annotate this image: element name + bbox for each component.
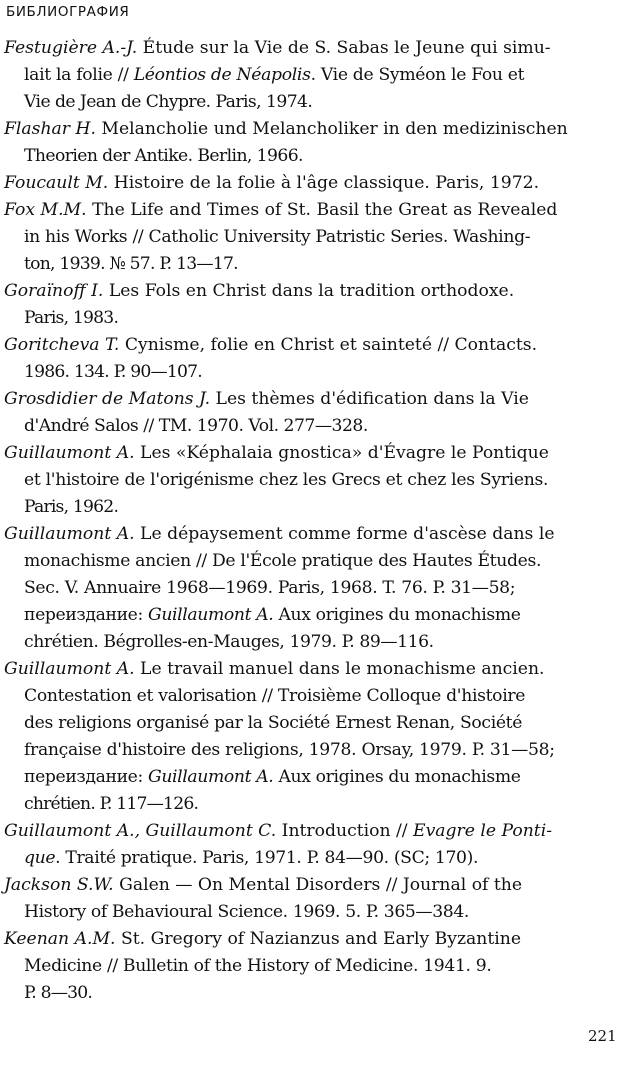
italic-segment: Guillaumont A.: [147, 605, 274, 625]
italic-segment: Guillaumont A.: [4, 524, 135, 544]
bibliography-entry: [4, 278, 618, 332]
italic-segment: Grosdidier de Matons J.: [4, 389, 211, 409]
running-header: БИБЛИОГРАФИЯ: [6, 4, 130, 20]
text-segment: Aux origines du monachisme: [273, 605, 521, 625]
bibliography-entry: [4, 35, 618, 116]
italic-segment: Fox M.M.: [4, 200, 87, 220]
text-segment: ton, 1939. № 57. P. 13—17.: [24, 254, 238, 274]
italic-segment: Guillaumont A.: [147, 767, 274, 787]
text-segment: Les thèmes d'édification dans la Vie: [210, 389, 529, 409]
text-segment: Cynisme, folie en Christ et sainteté // Contacts.: [119, 335, 538, 355]
text-segment: chrétien. Bégrolles-en-Mauges, 1979. P. 89—116.: [24, 632, 434, 652]
text-segment: Aux origines du monachisme: [273, 767, 521, 787]
italic-segment: Goraïnoff I.: [4, 281, 104, 301]
entry-line: [4, 89, 618, 116]
entry-line: [4, 791, 618, 818]
bibliography-entry: [4, 197, 618, 278]
entry-line: [4, 359, 618, 386]
text-segment: The Life and Times of St. Basil the Great as Revealed: [86, 200, 558, 220]
entry-line: [4, 818, 618, 845]
text-segment: Paris, 1962.: [24, 497, 119, 517]
text-segment: Medicine // Bulletin of the History of Medicine. 1941. 9.: [24, 956, 492, 976]
entry-line: [4, 494, 618, 521]
entry-line: [4, 251, 618, 278]
text-segment: . Traité pratique. Paris, 1971. P. 84—90. (SC; 170).: [55, 848, 479, 868]
bibliography-entry: [4, 332, 618, 386]
entry-line: [4, 764, 618, 791]
bibliography-entry: [4, 872, 618, 926]
text-segment: chrétien. P. 117—126.: [24, 794, 199, 814]
entry-line: [4, 332, 618, 359]
bibliography-entry: [4, 440, 618, 521]
entry-line: [4, 737, 618, 764]
entry-line: [4, 710, 618, 737]
entry-line: [4, 305, 618, 332]
bibliography-entry: [4, 818, 618, 872]
page-number: 221: [588, 1027, 617, 1045]
text-segment: Les «Képhalaia gnostica» d'Évagre le Pontique: [134, 443, 549, 463]
text-segment: Étude sur la Vie de S. Sabas le Jeune qui simu-: [137, 38, 551, 58]
text-segment: Melancholie und Melancholiker in den medizinischen: [95, 119, 568, 139]
entry-line: [4, 602, 618, 629]
text-segment: Le dépaysement comme forme d'ascèse dans le: [134, 524, 555, 544]
entry-line: [4, 683, 618, 710]
italic-segment: Foucault M.: [4, 173, 109, 193]
italic-segment: que: [24, 848, 56, 868]
text-segment: Vie de Jean de Chypre. Paris, 1974.: [24, 92, 313, 112]
bibliography-entry: [4, 386, 618, 440]
entry-line: [4, 521, 618, 548]
text-segment: Histoire de la folie à l'âge classique. Paris, 1972.: [108, 173, 540, 193]
italic-segment: Léontios de Néapolis: [133, 65, 311, 85]
text-segment: Sec. V. Annuaire 1968—1969. Paris, 1968. T. 76. P. 31—58;: [24, 578, 516, 598]
entry-line: [4, 170, 618, 197]
text-segment: St. Gregory of Nazianzus and Early Byzantine: [115, 929, 521, 949]
text-segment: переиздание:: [24, 605, 148, 625]
italic-segment: Jackson S.W.: [4, 875, 114, 895]
italic-segment: Festugière A.-J.: [4, 38, 138, 58]
entry-line: [4, 386, 618, 413]
bibliography-entry: [4, 926, 618, 1007]
text-segment: d'André Salos // TM. 1970. Vol. 277—328.: [24, 416, 368, 436]
entry-line: [4, 224, 618, 251]
entry-line: [4, 413, 618, 440]
italic-segment: Flashar H.: [4, 119, 96, 139]
bibliography-list: [4, 35, 618, 1007]
text-segment: Theorien der Antike. Berlin, 1966.: [24, 146, 303, 166]
text-segment: Introduction //: [276, 821, 414, 841]
entry-line: [4, 926, 618, 953]
text-segment: in his Works // Catholic University Patristic Series. Washing-: [24, 227, 531, 247]
text-segment: monachisme ancien // De l'École pratique des Hautes Études.: [24, 551, 542, 571]
bibliography-entry: [4, 521, 618, 656]
text-segment: Paris, 1983.: [24, 308, 119, 328]
bibliography-entry: [4, 656, 618, 818]
entry-line: [4, 656, 618, 683]
text-segment: et l'histoire de l'origénisme chez les Grecs et chez les Syriens.: [24, 470, 549, 490]
text-segment: . Vie de Syméon le Fou et: [310, 65, 525, 85]
entry-line: [4, 575, 618, 602]
text-segment: 1986. 134. P. 90—107.: [24, 362, 202, 382]
entry-line: [4, 899, 618, 926]
entry-line: [4, 629, 618, 656]
entry-line: [4, 845, 618, 872]
bibliography-entry: [4, 116, 618, 170]
entry-line: [4, 62, 618, 89]
entry-line: [4, 548, 618, 575]
entry-line: [4, 953, 618, 980]
entry-line: [4, 197, 618, 224]
text-segment: P. 8—30.: [24, 983, 93, 1003]
text-segment: lait la folie //: [24, 65, 134, 85]
text-segment: Contestation et valorisation // Troisième Colloque d'histoire: [24, 686, 526, 706]
italic-segment: Keenan A.M.: [4, 929, 116, 949]
entry-line: [4, 872, 618, 899]
bibliography-entry: [4, 170, 618, 197]
italic-segment: Evagre le Ponti-: [413, 821, 553, 841]
text-segment: переиздание:: [24, 767, 148, 787]
entry-line: [4, 440, 618, 467]
text-segment: française d'histoire des religions, 1978. Orsay, 1979. P. 31—58;: [24, 740, 555, 760]
text-segment: Galen — On Mental Disorders // Journal of the: [113, 875, 523, 895]
italic-segment: Guillaumont A.: [4, 443, 135, 463]
entry-line: [4, 278, 618, 305]
entry-line: [4, 143, 618, 170]
text-segment: History of Behavioural Science. 1969. 5. P. 365—384.: [24, 902, 469, 922]
entry-line: [4, 116, 618, 143]
entry-line: [4, 980, 618, 1007]
italic-segment: Goritcheva T.: [4, 335, 120, 355]
entry-line: [4, 467, 618, 494]
text-segment: Les Fols en Christ dans la tradition orthodoxe.: [103, 281, 515, 301]
italic-segment: Guillaumont A.: [4, 659, 135, 679]
text-segment: Le travail manuel dans le monachisme ancien.: [134, 659, 545, 679]
italic-segment: Guillaumont A., Guillaumont C.: [4, 821, 277, 841]
text-segment: des religions organisé par la Société Ernest Renan, Société: [24, 713, 523, 733]
entry-line: [4, 35, 618, 62]
